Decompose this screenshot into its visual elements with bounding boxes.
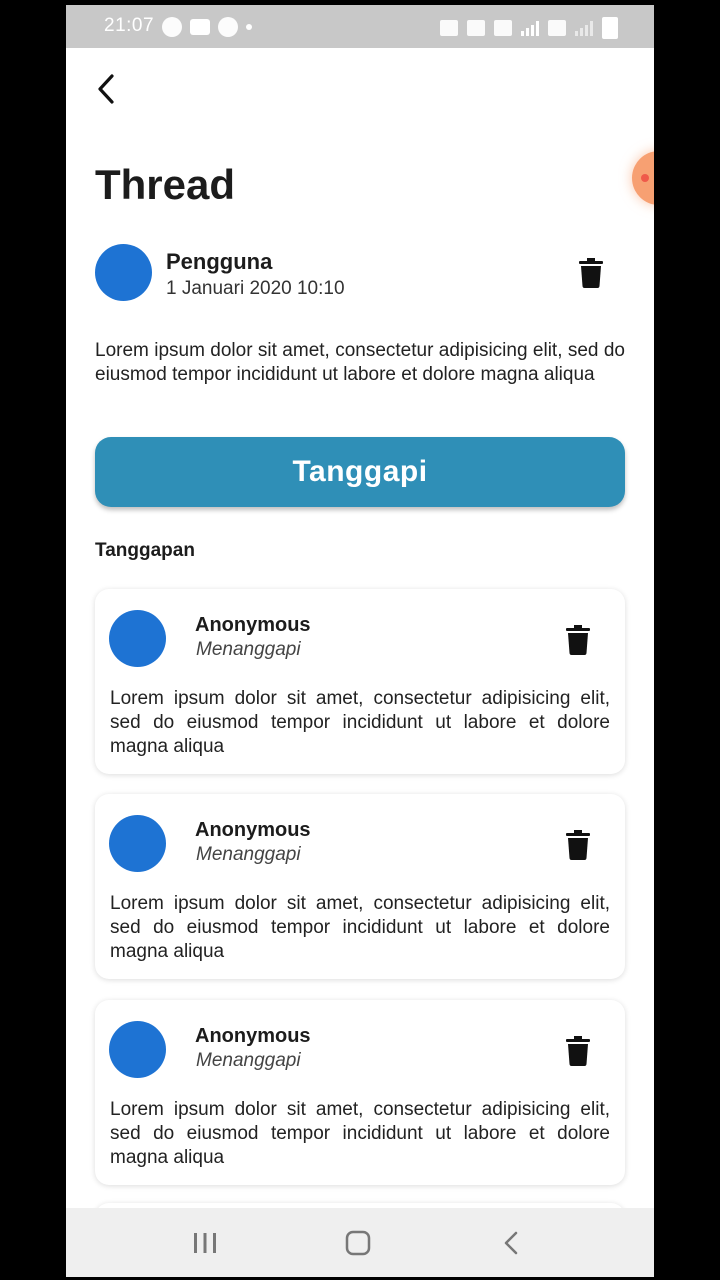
volte-icon bbox=[548, 20, 566, 36]
avatar bbox=[109, 1021, 166, 1078]
mute-icon bbox=[467, 20, 485, 36]
back-button[interactable] bbox=[86, 69, 126, 109]
response-body: Lorem ipsum dolor sit amet, consectetur adipisicing elit, sed do eiusmod tempor incididunt ut labore et dolore magna aliqua bbox=[110, 1099, 610, 1168]
status-time: 21:07 bbox=[104, 15, 155, 36]
delete-post-button[interactable] bbox=[578, 258, 604, 288]
nav-back-button[interactable] bbox=[491, 1226, 531, 1260]
responses-heading: Tanggapan bbox=[95, 540, 195, 561]
delete-response-button[interactable] bbox=[565, 1036, 591, 1066]
post-body: Lorem ipsum dolor sit amet, consectetur adipisicing elit, sed do eiusmod tempor incididunt ut labore et dolore magna aliqua bbox=[95, 340, 625, 385]
trash-icon bbox=[565, 625, 591, 655]
post-header bbox=[95, 244, 625, 308]
back-arrow-icon bbox=[95, 73, 117, 105]
trash-icon bbox=[578, 258, 604, 288]
reply-button[interactable]: Tanggapi bbox=[95, 437, 625, 507]
response-author: Anonymous bbox=[195, 819, 311, 841]
alarm-icon bbox=[440, 20, 458, 36]
response-author: Anonymous bbox=[195, 1025, 311, 1047]
avatar bbox=[109, 815, 166, 872]
delete-response-button[interactable] bbox=[565, 830, 591, 860]
post-date: 1 Januari 2020 10:10 bbox=[166, 278, 345, 299]
home-icon bbox=[345, 1230, 371, 1256]
home-button[interactable] bbox=[338, 1226, 378, 1260]
signal-2-icon bbox=[575, 20, 593, 36]
delete-response-button[interactable] bbox=[565, 625, 591, 655]
recents-icon bbox=[192, 1231, 218, 1255]
data-4g-icon bbox=[494, 20, 512, 36]
signal-icon bbox=[521, 20, 539, 36]
post-author: Pengguna bbox=[166, 249, 273, 274]
status-bar bbox=[66, 5, 654, 48]
response-subtitle: Menanggapi bbox=[196, 1050, 301, 1071]
more-notifications-icon bbox=[246, 24, 252, 30]
whatsapp-icon bbox=[162, 17, 182, 37]
battery-icon bbox=[602, 17, 618, 39]
response-body: Lorem ipsum dolor sit amet, consectetur adipisicing elit, sed do eiusmod tempor incididunt ut labore et dolore magna aliqua bbox=[110, 688, 610, 757]
system-icons bbox=[440, 17, 618, 39]
response-card bbox=[95, 1000, 625, 1185]
response-subtitle: Menanggapi bbox=[196, 844, 301, 865]
response-author: Anonymous bbox=[195, 614, 311, 636]
recents-button[interactable] bbox=[185, 1226, 225, 1260]
floating-action-button[interactable] bbox=[632, 151, 654, 205]
notification-icons bbox=[162, 17, 252, 37]
system-navigation-bar bbox=[66, 1208, 654, 1277]
avatar bbox=[95, 244, 152, 301]
response-body: Lorem ipsum dolor sit amet, consectetur adipisicing elit, sed do eiusmod tempor incididunt ut labore et dolore magna aliqua bbox=[110, 893, 610, 962]
response-card bbox=[95, 589, 625, 774]
response-subtitle: Menanggapi bbox=[196, 639, 301, 660]
page-title: Thread bbox=[95, 161, 236, 208]
response-card bbox=[95, 794, 625, 979]
trash-icon bbox=[565, 1036, 591, 1066]
message-icon bbox=[218, 17, 238, 37]
video-call-icon bbox=[190, 19, 210, 35]
trash-icon bbox=[565, 830, 591, 860]
avatar bbox=[109, 610, 166, 667]
phone-screen bbox=[66, 5, 654, 1277]
nav-back-icon bbox=[502, 1230, 520, 1256]
